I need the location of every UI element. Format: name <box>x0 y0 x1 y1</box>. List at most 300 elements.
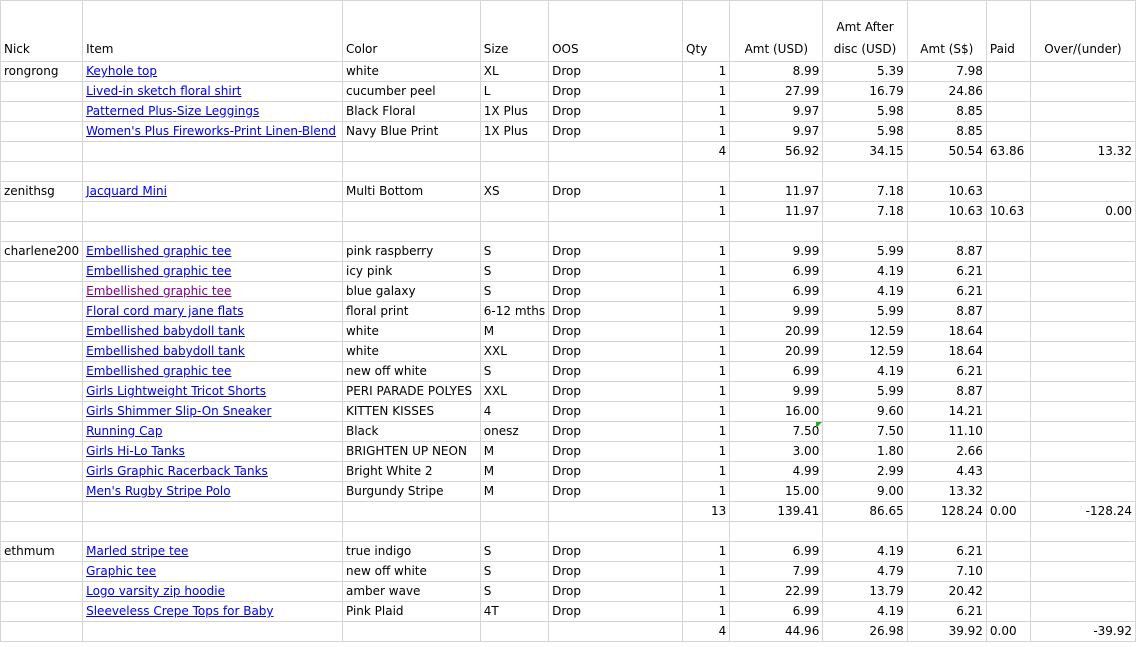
oos-cell[interactable]: Drop <box>549 482 683 502</box>
amt-sgd-cell[interactable]: 8.87 <box>907 382 986 402</box>
empty-cell[interactable] <box>83 162 343 182</box>
paid-total-cell[interactable]: 0.00 <box>986 622 1030 642</box>
item-link[interactable]: Embellished graphic tee <box>86 244 232 258</box>
paid-cell[interactable] <box>986 122 1030 142</box>
amt-usd-total-cell[interactable]: 56.92 <box>730 142 823 162</box>
paid-cell[interactable] <box>986 62 1030 82</box>
paid-cell[interactable] <box>986 342 1030 362</box>
qty-cell[interactable]: 1 <box>683 402 730 422</box>
nick-cell[interactable] <box>1 282 83 302</box>
paid-total-cell[interactable]: 0.00 <box>986 502 1030 522</box>
qty-cell[interactable]: 1 <box>683 262 730 282</box>
nick-cell[interactable]: charlene200 <box>1 242 83 262</box>
header-paid[interactable]: Paid <box>986 1 1030 62</box>
item-cell[interactable] <box>83 282 343 302</box>
empty-cell[interactable] <box>730 522 823 542</box>
empty-cell[interactable] <box>549 142 683 162</box>
size-cell[interactable]: M <box>480 462 548 482</box>
amt-sgd-cell[interactable]: 7.98 <box>907 62 986 82</box>
item-link[interactable]: Women's Plus Fireworks-Print Linen-Blend <box>86 124 337 138</box>
size-cell[interactable]: XXL <box>480 342 548 362</box>
amt-after-disc-total-cell[interactable]: 7.18 <box>823 202 907 222</box>
color-cell[interactable]: Bright White 2 <box>342 462 480 482</box>
amt-after-disc-total-cell[interactable]: 26.98 <box>823 622 907 642</box>
over-under-cell[interactable] <box>1030 182 1135 202</box>
item-link[interactable]: Graphic tee <box>86 564 157 578</box>
qty-cell[interactable]: 1 <box>683 122 730 142</box>
header-item[interactable]: Item <box>83 1 343 62</box>
amt-usd-cell[interactable]: 11.97 <box>730 182 823 202</box>
item-cell[interactable] <box>83 382 343 402</box>
qty-total-cell[interactable]: 4 <box>683 622 730 642</box>
nick-cell[interactable] <box>1 102 83 122</box>
empty-cell[interactable] <box>986 222 1030 242</box>
color-cell[interactable]: cucumber peel <box>342 82 480 102</box>
amt-after-disc-cell[interactable]: 1.80 <box>823 442 907 462</box>
empty-cell[interactable] <box>1030 222 1135 242</box>
empty-cell[interactable] <box>480 162 548 182</box>
over-under-cell[interactable] <box>1030 262 1135 282</box>
paid-cell[interactable] <box>986 542 1030 562</box>
size-cell[interactable]: S <box>480 282 548 302</box>
amt-after-disc-cell[interactable]: 4.19 <box>823 542 907 562</box>
amt-sgd-cell[interactable]: 13.32 <box>907 482 986 502</box>
empty-cell[interactable] <box>683 522 730 542</box>
item-link[interactable]: Lived-in sketch floral shirt <box>86 84 242 98</box>
header-over-under[interactable]: Over/(under) <box>1030 1 1135 62</box>
color-cell[interactable]: Navy Blue Print <box>342 122 480 142</box>
empty-cell[interactable] <box>342 502 480 522</box>
item-cell[interactable] <box>83 582 343 602</box>
empty-cell[interactable] <box>1 202 83 222</box>
oos-cell[interactable]: Drop <box>549 322 683 342</box>
over-under-cell[interactable] <box>1030 282 1135 302</box>
paid-cell[interactable] <box>986 182 1030 202</box>
amt-after-disc-cell[interactable]: 2.99 <box>823 462 907 482</box>
color-cell[interactable]: true indigo <box>342 542 480 562</box>
amt-usd-cell[interactable]: 9.99 <box>730 382 823 402</box>
empty-cell[interactable] <box>480 202 548 222</box>
amt-sgd-cell[interactable]: 8.85 <box>907 102 986 122</box>
paid-cell[interactable] <box>986 402 1030 422</box>
over-under-total-cell[interactable]: 13.32 <box>1030 142 1135 162</box>
qty-cell[interactable]: 1 <box>683 342 730 362</box>
qty-cell[interactable]: 1 <box>683 602 730 622</box>
oos-cell[interactable]: Drop <box>549 302 683 322</box>
size-cell[interactable]: M <box>480 322 548 342</box>
nick-cell[interactable] <box>1 262 83 282</box>
size-cell[interactable]: S <box>480 562 548 582</box>
qty-total-cell[interactable]: 4 <box>683 142 730 162</box>
qty-cell[interactable]: 1 <box>683 462 730 482</box>
amt-after-disc-cell[interactable]: 7.50 <box>823 422 907 442</box>
amt-after-disc-cell[interactable]: 5.39 <box>823 62 907 82</box>
header-color[interactable]: Color <box>342 1 480 62</box>
nick-cell[interactable] <box>1 362 83 382</box>
item-cell[interactable] <box>83 62 343 82</box>
qty-cell[interactable]: 1 <box>683 82 730 102</box>
empty-cell[interactable] <box>342 522 480 542</box>
oos-cell[interactable]: Drop <box>549 342 683 362</box>
size-cell[interactable]: onesz <box>480 422 548 442</box>
size-cell[interactable]: M <box>480 482 548 502</box>
size-cell[interactable]: 1X Plus <box>480 102 548 122</box>
amt-after-disc-cell[interactable]: 4.79 <box>823 562 907 582</box>
empty-cell[interactable] <box>1 522 83 542</box>
oos-cell[interactable]: Drop <box>549 462 683 482</box>
item-link[interactable]: Embellished babydoll tank <box>86 324 245 338</box>
size-cell[interactable]: XL <box>480 62 548 82</box>
over-under-cell[interactable] <box>1030 422 1135 442</box>
color-cell[interactable]: PERI PARADE POLYES <box>342 382 480 402</box>
over-under-cell[interactable] <box>1030 62 1135 82</box>
over-under-cell[interactable] <box>1030 242 1135 262</box>
item-link[interactable]: Embellished graphic tee <box>86 364 232 378</box>
amt-usd-cell[interactable]: 7.99 <box>730 562 823 582</box>
color-cell[interactable]: Pink Plaid <box>342 602 480 622</box>
empty-cell[interactable] <box>823 522 907 542</box>
qty-cell[interactable]: 1 <box>683 62 730 82</box>
amt-after-disc-total-cell[interactable]: 86.65 <box>823 502 907 522</box>
size-cell[interactable]: M <box>480 442 548 462</box>
item-link[interactable]: Marled stripe tee <box>86 544 189 558</box>
item-link[interactable]: Keyhole top <box>86 64 158 78</box>
header-size[interactable]: Size <box>480 1 548 62</box>
oos-cell[interactable]: Drop <box>549 242 683 262</box>
amt-usd-cell[interactable]: 6.99 <box>730 602 823 622</box>
item-cell[interactable] <box>83 122 343 142</box>
amt-usd-cell[interactable]: 15.00 <box>730 482 823 502</box>
oos-cell[interactable]: Drop <box>549 62 683 82</box>
amt-sgd-cell[interactable]: 11.10 <box>907 422 986 442</box>
paid-cell[interactable] <box>986 282 1030 302</box>
amt-after-disc-cell[interactable]: 4.19 <box>823 602 907 622</box>
over-under-cell[interactable] <box>1030 82 1135 102</box>
item-link[interactable]: Embellished babydoll tank <box>86 344 245 358</box>
empty-cell[interactable] <box>823 222 907 242</box>
empty-cell[interactable] <box>549 522 683 542</box>
empty-cell[interactable] <box>986 522 1030 542</box>
amt-after-disc-cell[interactable]: 7.18 <box>823 182 907 202</box>
item-cell[interactable] <box>83 262 343 282</box>
empty-cell[interactable] <box>83 222 343 242</box>
amt-usd-cell[interactable]: 3.00 <box>730 442 823 462</box>
empty-cell[interactable] <box>986 162 1030 182</box>
item-cell[interactable] <box>83 482 343 502</box>
over-under-total-cell[interactable]: 0.00 <box>1030 202 1135 222</box>
empty-cell[interactable] <box>342 202 480 222</box>
amt-usd-total-cell[interactable]: 139.41 <box>730 502 823 522</box>
qty-cell[interactable]: 1 <box>683 442 730 462</box>
amt-after-disc-cell[interactable]: 5.98 <box>823 102 907 122</box>
empty-cell[interactable] <box>342 162 480 182</box>
amt-after-disc-cell[interactable]: 5.99 <box>823 382 907 402</box>
oos-cell[interactable]: Drop <box>549 362 683 382</box>
nick-cell[interactable] <box>1 602 83 622</box>
amt-after-disc-cell[interactable]: 5.99 <box>823 242 907 262</box>
item-link[interactable]: Men's Rugby Stripe Polo <box>86 484 231 498</box>
item-link[interactable]: Sleeveless Crepe Tops for Baby <box>86 604 274 618</box>
item-cell[interactable] <box>83 542 343 562</box>
qty-cell[interactable]: 1 <box>683 242 730 262</box>
nick-cell[interactable] <box>1 342 83 362</box>
empty-cell[interactable] <box>1 142 83 162</box>
size-cell[interactable]: S <box>480 242 548 262</box>
oos-cell[interactable]: Drop <box>549 282 683 302</box>
amt-usd-cell[interactable]: 20.99 <box>730 342 823 362</box>
size-cell[interactable]: S <box>480 262 548 282</box>
nick-cell[interactable] <box>1 122 83 142</box>
empty-cell[interactable] <box>549 222 683 242</box>
qty-cell[interactable]: 1 <box>683 282 730 302</box>
paid-total-cell[interactable]: 10.63 <box>986 202 1030 222</box>
amt-after-disc-cell[interactable]: 9.60 <box>823 402 907 422</box>
amt-usd-cell[interactable]: 27.99 <box>730 82 823 102</box>
qty-cell[interactable]: 1 <box>683 102 730 122</box>
empty-cell[interactable] <box>83 142 343 162</box>
empty-cell[interactable] <box>83 502 343 522</box>
amt-sgd-total-cell[interactable]: 50.54 <box>907 142 986 162</box>
paid-cell[interactable] <box>986 582 1030 602</box>
oos-cell[interactable]: Drop <box>549 182 683 202</box>
amt-usd-cell[interactable]: 9.99 <box>730 302 823 322</box>
color-cell[interactable]: white <box>342 322 480 342</box>
paid-cell[interactable] <box>986 602 1030 622</box>
size-cell[interactable]: 4 <box>480 402 548 422</box>
amt-usd-total-cell[interactable]: 44.96 <box>730 622 823 642</box>
paid-cell[interactable] <box>986 82 1030 102</box>
nick-cell[interactable] <box>1 442 83 462</box>
header-amt-after-disc[interactable] <box>823 1 907 62</box>
over-under-cell[interactable] <box>1030 542 1135 562</box>
oos-cell[interactable]: Drop <box>549 422 683 442</box>
empty-cell[interactable] <box>83 522 343 542</box>
over-under-cell[interactable] <box>1030 362 1135 382</box>
amt-sgd-cell[interactable]: 8.87 <box>907 302 986 322</box>
amt-sgd-cell[interactable]: 20.42 <box>907 582 986 602</box>
over-under-cell[interactable] <box>1030 382 1135 402</box>
empty-cell[interactable] <box>907 222 986 242</box>
empty-cell[interactable] <box>1 162 83 182</box>
color-cell[interactable]: pink raspberry <box>342 242 480 262</box>
color-cell[interactable]: Multi Bottom <box>342 182 480 202</box>
qty-cell[interactable]: 1 <box>683 302 730 322</box>
empty-cell[interactable] <box>683 222 730 242</box>
nick-cell[interactable] <box>1 482 83 502</box>
nick-cell[interactable] <box>1 322 83 342</box>
amt-after-disc-cell[interactable]: 13.79 <box>823 582 907 602</box>
size-cell[interactable]: 6-12 mths <box>480 302 548 322</box>
item-cell[interactable] <box>83 102 343 122</box>
amt-sgd-cell[interactable]: 6.21 <box>907 542 986 562</box>
amt-usd-cell[interactable]: 9.97 <box>730 122 823 142</box>
color-cell[interactable]: KITTEN KISSES <box>342 402 480 422</box>
color-cell[interactable]: new off white <box>342 362 480 382</box>
qty-cell[interactable]: 1 <box>683 582 730 602</box>
paid-cell[interactable] <box>986 242 1030 262</box>
amt-sgd-total-cell[interactable]: 10.63 <box>907 202 986 222</box>
item-cell[interactable] <box>83 402 343 422</box>
paid-cell[interactable] <box>986 442 1030 462</box>
empty-cell[interactable] <box>907 522 986 542</box>
item-link[interactable]: Girls Shimmer Slip-On Sneaker <box>86 404 272 418</box>
paid-cell[interactable] <box>986 382 1030 402</box>
amt-sgd-cell[interactable]: 10.63 <box>907 182 986 202</box>
amt-sgd-cell[interactable]: 8.85 <box>907 122 986 142</box>
amt-after-disc-cell[interactable]: 5.99 <box>823 302 907 322</box>
item-link[interactable]: Girls Hi-Lo Tanks <box>86 444 185 458</box>
size-cell[interactable]: S <box>480 582 548 602</box>
empty-cell[interactable] <box>1 222 83 242</box>
amt-usd-cell[interactable]: 9.99 <box>730 242 823 262</box>
item-link[interactable]: Floral cord mary jane flats <box>86 304 244 318</box>
qty-total-cell[interactable]: 13 <box>683 502 730 522</box>
nick-cell[interactable] <box>1 302 83 322</box>
size-cell[interactable]: 4T <box>480 602 548 622</box>
oos-cell[interactable]: Drop <box>549 442 683 462</box>
empty-cell[interactable] <box>83 202 343 222</box>
oos-cell[interactable]: Drop <box>549 262 683 282</box>
empty-cell[interactable] <box>823 162 907 182</box>
amt-sgd-cell[interactable]: 18.64 <box>907 322 986 342</box>
amt-sgd-cell[interactable]: 6.21 <box>907 282 986 302</box>
over-under-cell[interactable] <box>1030 462 1135 482</box>
oos-cell[interactable]: Drop <box>549 542 683 562</box>
amt-sgd-cell[interactable]: 18.64 <box>907 342 986 362</box>
over-under-total-cell[interactable]: -39.92 <box>1030 622 1135 642</box>
oos-cell[interactable]: Drop <box>549 122 683 142</box>
amt-usd-cell[interactable]: 6.99 <box>730 542 823 562</box>
nick-cell[interactable]: zenithsg <box>1 182 83 202</box>
color-cell[interactable]: Black Floral <box>342 102 480 122</box>
oos-cell[interactable]: Drop <box>549 402 683 422</box>
size-cell[interactable]: L <box>480 82 548 102</box>
amt-usd-cell[interactable]: 7.50 <box>730 422 823 442</box>
empty-cell[interactable] <box>683 162 730 182</box>
amt-sgd-cell[interactable]: 7.10 <box>907 562 986 582</box>
item-link[interactable]: Embellished graphic tee <box>86 284 232 298</box>
over-under-cell[interactable] <box>1030 322 1135 342</box>
empty-cell[interactable] <box>730 222 823 242</box>
empty-cell[interactable] <box>480 222 548 242</box>
empty-cell[interactable] <box>549 502 683 522</box>
size-cell[interactable]: S <box>480 362 548 382</box>
empty-cell[interactable] <box>549 622 683 642</box>
empty-cell[interactable] <box>83 622 343 642</box>
amt-after-disc-cell[interactable]: 4.19 <box>823 282 907 302</box>
item-cell[interactable] <box>83 562 343 582</box>
item-cell[interactable] <box>83 422 343 442</box>
amt-usd-cell[interactable]: 4.99 <box>730 462 823 482</box>
paid-cell[interactable] <box>986 102 1030 122</box>
oos-cell[interactable]: Drop <box>549 582 683 602</box>
nick-cell[interactable] <box>1 382 83 402</box>
nick-cell[interactable] <box>1 562 83 582</box>
item-link[interactable]: Logo varsity zip hoodie <box>86 584 225 598</box>
header-amt-sgd[interactable]: Amt (S$) <box>907 1 986 62</box>
amt-sgd-total-cell[interactable]: 39.92 <box>907 622 986 642</box>
amt-sgd-cell[interactable]: 2.66 <box>907 442 986 462</box>
item-link[interactable]: Embellished graphic tee <box>86 264 232 278</box>
over-under-total-cell[interactable]: -128.24 <box>1030 502 1135 522</box>
empty-cell[interactable] <box>1 622 83 642</box>
item-link[interactable]: Jacquard Mini <box>86 184 167 198</box>
item-link[interactable]: Running Cap <box>86 424 163 438</box>
amt-usd-cell[interactable]: 6.99 <box>730 262 823 282</box>
qty-cell[interactable]: 1 <box>683 382 730 402</box>
empty-cell[interactable] <box>480 622 548 642</box>
size-cell[interactable]: S <box>480 542 548 562</box>
item-cell[interactable] <box>83 242 343 262</box>
qty-cell[interactable]: 1 <box>683 362 730 382</box>
empty-cell[interactable] <box>730 162 823 182</box>
empty-cell[interactable] <box>907 162 986 182</box>
amt-sgd-cell[interactable]: 8.87 <box>907 242 986 262</box>
paid-cell[interactable] <box>986 302 1030 322</box>
amt-sgd-cell[interactable]: 6.21 <box>907 602 986 622</box>
item-cell[interactable] <box>83 462 343 482</box>
size-cell[interactable]: XXL <box>480 382 548 402</box>
empty-cell[interactable] <box>1030 162 1135 182</box>
nick-cell[interactable] <box>1 582 83 602</box>
header-nick[interactable]: Nick <box>1 1 83 62</box>
over-under-cell[interactable] <box>1030 442 1135 462</box>
oos-cell[interactable]: Drop <box>549 562 683 582</box>
qty-cell[interactable]: 1 <box>683 562 730 582</box>
amt-after-disc-cell[interactable]: 16.79 <box>823 82 907 102</box>
amt-usd-cell[interactable]: 20.99 <box>730 322 823 342</box>
item-link[interactable]: Patterned Plus-Size Leggings <box>86 104 260 118</box>
nick-cell[interactable]: ethmum <box>1 542 83 562</box>
nick-cell[interactable] <box>1 402 83 422</box>
item-cell[interactable] <box>83 602 343 622</box>
item-cell[interactable] <box>83 342 343 362</box>
color-cell[interactable]: white <box>342 342 480 362</box>
amt-sgd-cell[interactable]: 6.21 <box>907 262 986 282</box>
empty-cell[interactable] <box>342 222 480 242</box>
item-cell[interactable] <box>83 362 343 382</box>
header-qty[interactable]: Qty <box>683 1 730 62</box>
over-under-cell[interactable] <box>1030 302 1135 322</box>
empty-cell[interactable] <box>1 502 83 522</box>
header-amt-usd[interactable]: Amt (USD) <box>730 1 823 62</box>
over-under-cell[interactable] <box>1030 582 1135 602</box>
comment-indicator-icon[interactable] <box>816 422 822 428</box>
amt-sgd-total-cell[interactable]: 128.24 <box>907 502 986 522</box>
amt-usd-total-cell[interactable]: 11.97 <box>730 202 823 222</box>
amt-sgd-cell[interactable]: 4.43 <box>907 462 986 482</box>
amt-after-disc-cell[interactable]: 9.00 <box>823 482 907 502</box>
over-under-cell[interactable] <box>1030 482 1135 502</box>
empty-cell[interactable] <box>480 142 548 162</box>
paid-total-cell[interactable]: 63.86 <box>986 142 1030 162</box>
paid-cell[interactable] <box>986 482 1030 502</box>
amt-usd-cell[interactable]: 6.99 <box>730 282 823 302</box>
amt-sgd-cell[interactable]: 24.86 <box>907 82 986 102</box>
color-cell[interactable]: blue galaxy <box>342 282 480 302</box>
nick-cell[interactable] <box>1 82 83 102</box>
amt-after-disc-cell[interactable]: 5.98 <box>823 122 907 142</box>
color-cell[interactable]: amber wave <box>342 582 480 602</box>
qty-cell[interactable]: 1 <box>683 482 730 502</box>
size-cell[interactable]: XS <box>480 182 548 202</box>
nick-cell[interactable]: rongrong <box>1 62 83 82</box>
amt-usd-cell[interactable]: 22.99 <box>730 582 823 602</box>
oos-cell[interactable]: Drop <box>549 82 683 102</box>
header-oos[interactable]: OOS <box>549 1 683 62</box>
paid-cell[interactable] <box>986 562 1030 582</box>
item-cell[interactable] <box>83 442 343 462</box>
